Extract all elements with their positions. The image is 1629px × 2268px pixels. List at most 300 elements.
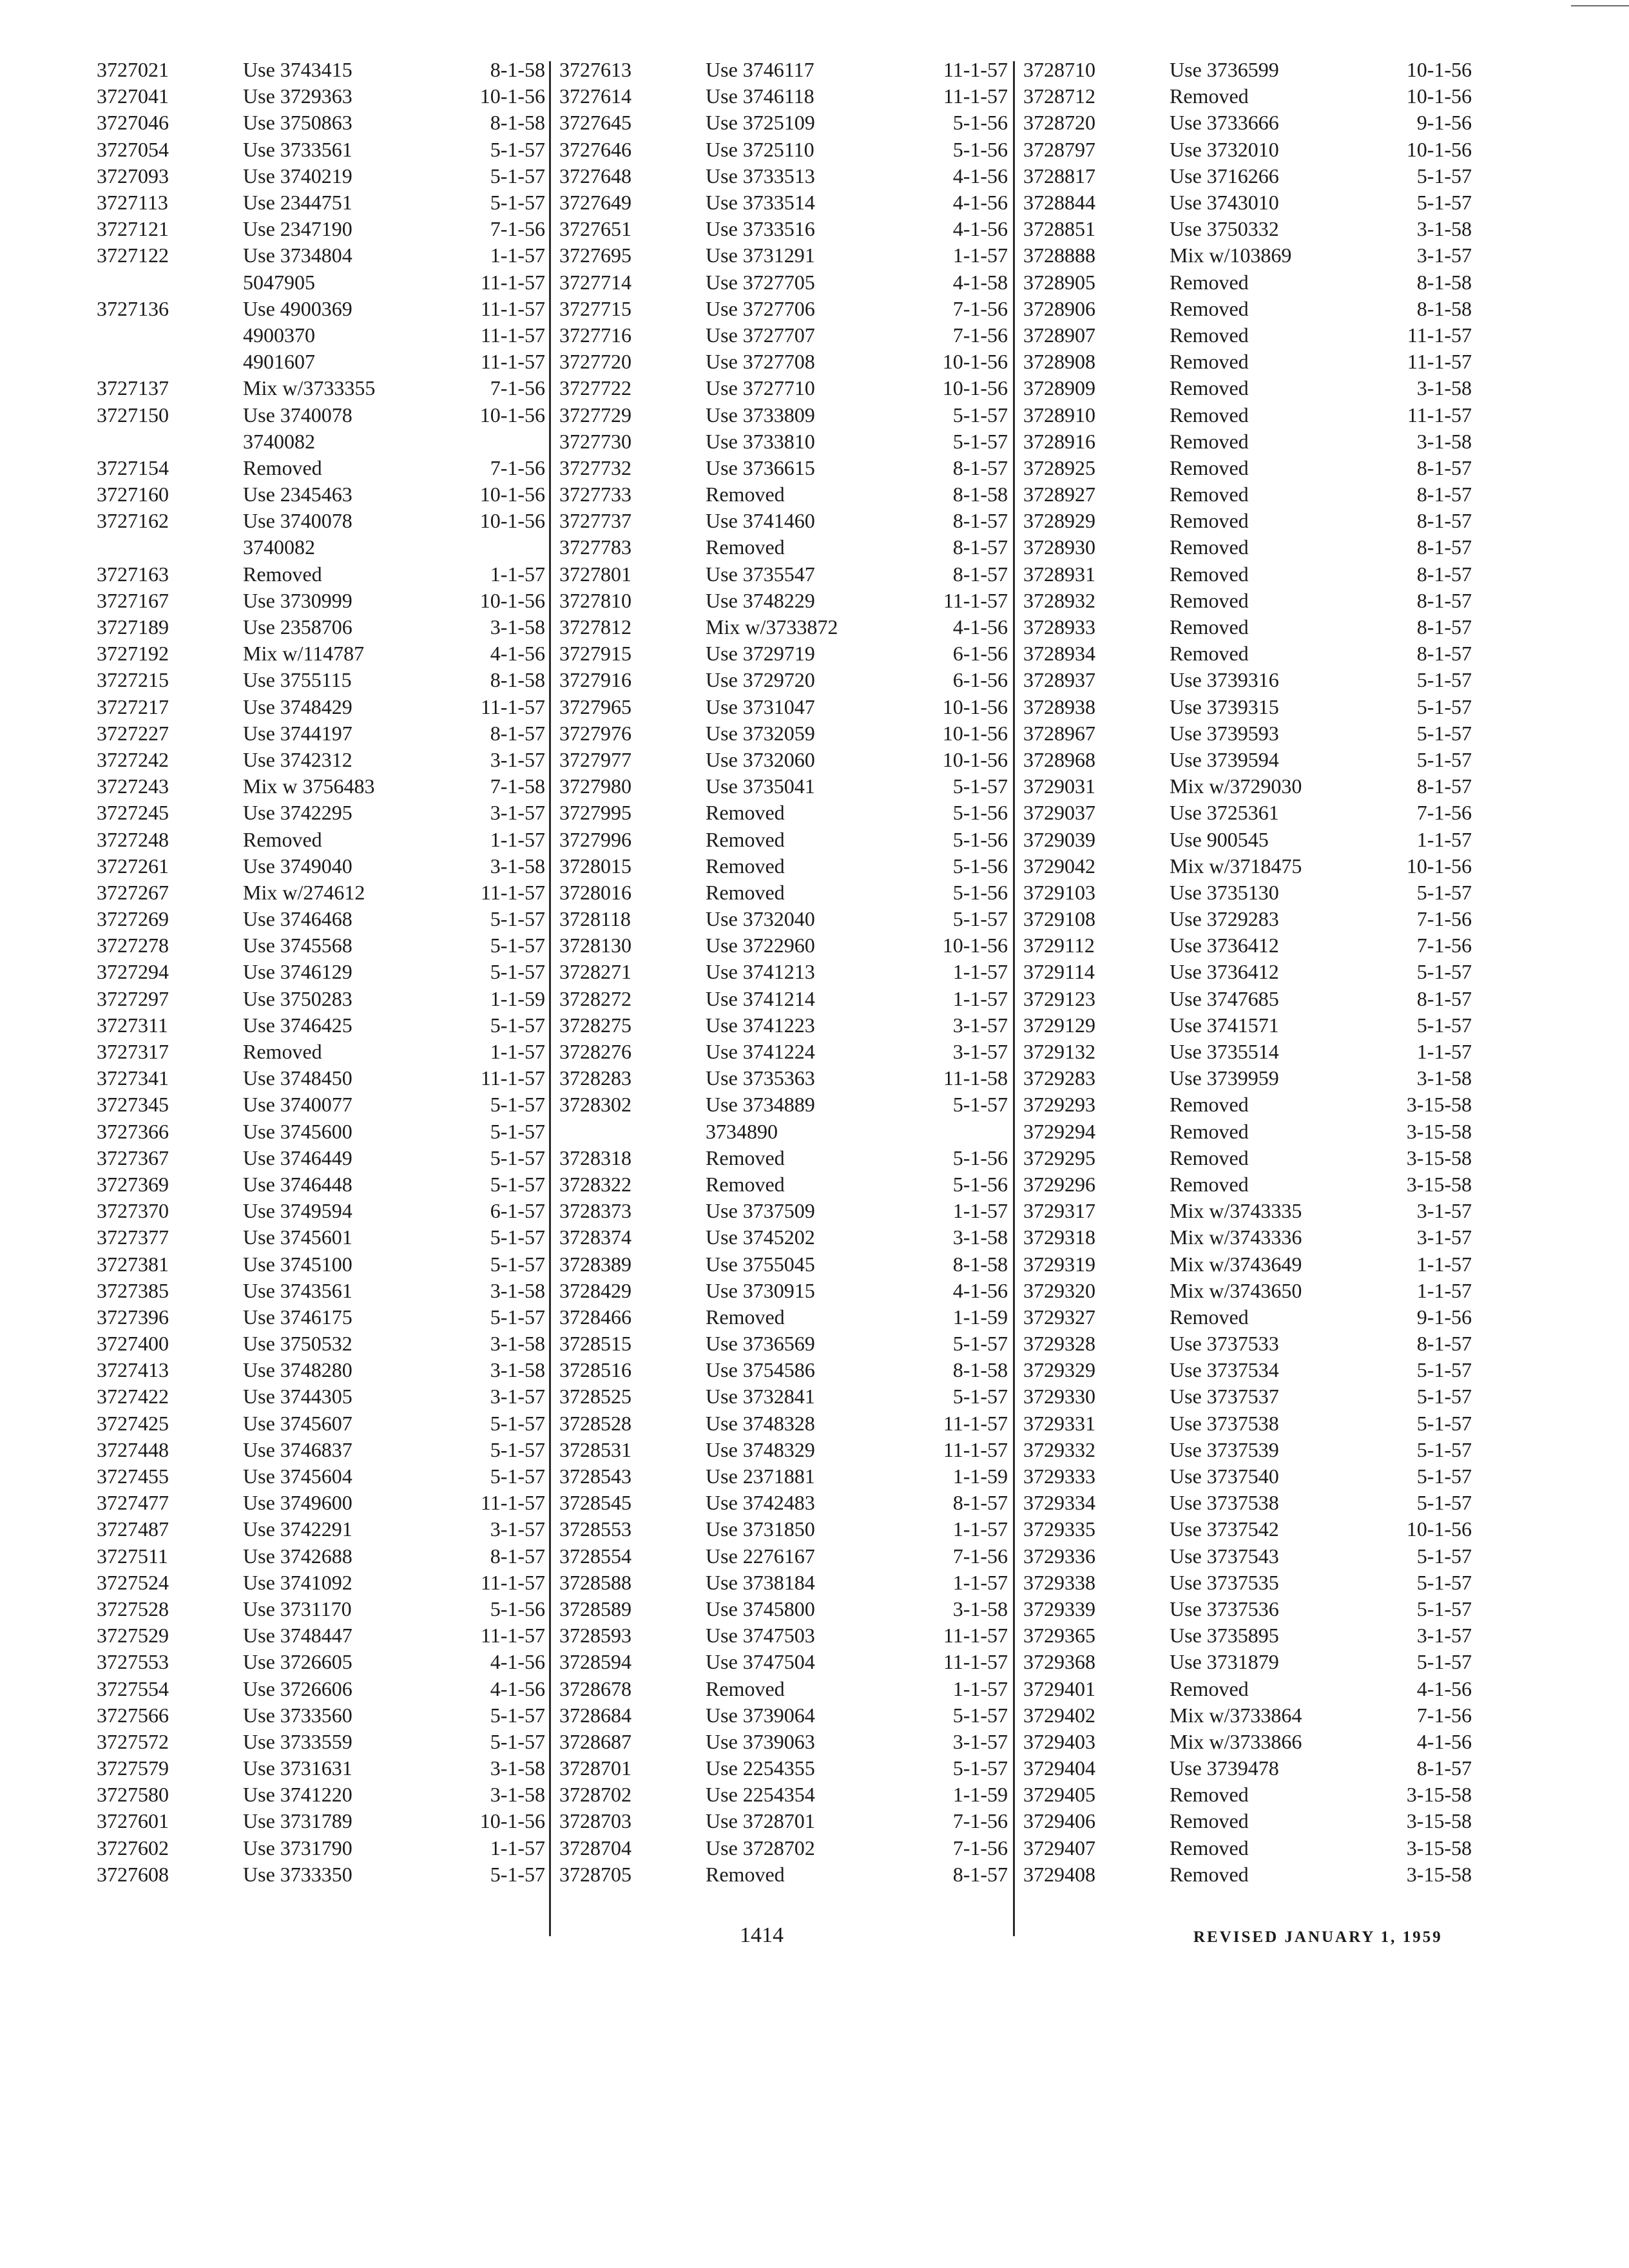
table-row bbox=[1023, 83, 1474, 110]
table-row bbox=[559, 1171, 1010, 1198]
table-row bbox=[1023, 800, 1474, 826]
part-number: 3727137 bbox=[97, 376, 169, 400]
action-text: Use 3750532 bbox=[243, 1332, 352, 1356]
table-row bbox=[559, 773, 1010, 800]
effective-date: 3-15-58 bbox=[1406, 1119, 1472, 1143]
part-number: 3727046 bbox=[97, 111, 169, 135]
effective-date: 5-1-57 bbox=[490, 164, 545, 187]
part-number: 3727150 bbox=[97, 403, 169, 427]
part-number: 3727400 bbox=[97, 1332, 169, 1356]
action-text: Mix w/274612 bbox=[243, 880, 365, 904]
table-row bbox=[559, 1649, 1010, 1675]
part-number: 3727737 bbox=[559, 509, 631, 533]
effective-date: 11-1-57 bbox=[480, 880, 545, 904]
part-number: 3729327 bbox=[1023, 1305, 1095, 1329]
part-number: 3727294 bbox=[97, 960, 169, 984]
part-number: 3729406 bbox=[1023, 1809, 1095, 1833]
table-row bbox=[97, 1251, 548, 1277]
action-text: Use 3716266 bbox=[1170, 164, 1279, 187]
effective-date: 1-1-57 bbox=[952, 1677, 1008, 1700]
part-number: 3728272 bbox=[559, 986, 631, 1010]
table-row bbox=[1023, 428, 1474, 455]
action-text: Use 3748328 bbox=[706, 1411, 815, 1435]
part-number: 3728937 bbox=[1023, 668, 1095, 692]
effective-date: 11-1-57 bbox=[943, 1650, 1008, 1674]
effective-date: 8-1-57 bbox=[1416, 1332, 1472, 1356]
table-row bbox=[1023, 1808, 1474, 1834]
action-text: Use 3733514 bbox=[706, 191, 815, 215]
action-text: Use 3725110 bbox=[706, 137, 815, 161]
table-row bbox=[559, 1357, 1010, 1383]
part-number: 3727554 bbox=[97, 1677, 169, 1700]
table-row bbox=[1023, 1516, 1474, 1542]
table-row bbox=[97, 1171, 548, 1198]
part-number: 3728704 bbox=[559, 1836, 631, 1860]
table-row bbox=[97, 1543, 548, 1570]
action-text: Use 3739594 bbox=[1170, 747, 1279, 771]
effective-date: 7-1-56 bbox=[952, 1809, 1008, 1833]
part-number: 3727385 bbox=[97, 1278, 169, 1302]
table-row bbox=[1023, 1675, 1474, 1702]
part-number: 3727801 bbox=[559, 562, 631, 586]
table-row bbox=[559, 1808, 1010, 1834]
part-number: 3729031 bbox=[1023, 774, 1095, 798]
column-1 bbox=[97, 57, 548, 1888]
table-row bbox=[97, 588, 548, 614]
table-row bbox=[1023, 1171, 1474, 1198]
table-row bbox=[1023, 349, 1474, 375]
part-number: 3728516 bbox=[559, 1358, 631, 1382]
effective-date: 4-1-56 bbox=[490, 642, 545, 666]
action-text: Removed bbox=[706, 880, 785, 904]
action-text: Use 3741092 bbox=[243, 1570, 352, 1594]
part-number: 3728888 bbox=[1023, 244, 1095, 267]
part-number: 3727566 bbox=[97, 1703, 169, 1727]
table-row bbox=[97, 1729, 548, 1755]
effective-date: 3-15-58 bbox=[1406, 1862, 1472, 1886]
part-number: 3729336 bbox=[1023, 1544, 1095, 1568]
effective-date: 10-1-56 bbox=[1406, 58, 1472, 82]
part-number: 3727054 bbox=[97, 137, 169, 161]
effective-date: 4-1-56 bbox=[1416, 1729, 1472, 1753]
part-number: 3727366 bbox=[97, 1119, 169, 1143]
part-number: 3729295 bbox=[1023, 1146, 1095, 1169]
table-row bbox=[1023, 932, 1474, 959]
action-text: Use 3736412 bbox=[1170, 934, 1279, 957]
action-text: Use 2345463 bbox=[243, 483, 352, 506]
table-row bbox=[559, 1145, 1010, 1171]
action-text: Use 3741223 bbox=[706, 1013, 815, 1037]
action-text: Mix w/3733355 bbox=[243, 376, 376, 400]
action-text: Mix w/114787 bbox=[243, 642, 365, 666]
part-number: 3728702 bbox=[559, 1783, 631, 1807]
table-row bbox=[1023, 1065, 1474, 1091]
part-number: 3728910 bbox=[1023, 403, 1095, 427]
part-number: 3728545 bbox=[559, 1491, 631, 1515]
action-text: Use 3746448 bbox=[243, 1172, 352, 1196]
effective-date: 5-1-57 bbox=[1416, 1491, 1472, 1515]
effective-date: 8-1-58 bbox=[952, 1358, 1008, 1382]
table-row bbox=[559, 747, 1010, 773]
part-number: 3727189 bbox=[97, 615, 169, 639]
effective-date: 11-1-57 bbox=[943, 588, 1008, 612]
action-text: Use 3726605 bbox=[243, 1650, 352, 1674]
table-row bbox=[1023, 720, 1474, 747]
action-text: Use 3737533 bbox=[1170, 1332, 1279, 1356]
part-number: 3729408 bbox=[1023, 1862, 1095, 1886]
action-text: Use 2254355 bbox=[706, 1756, 815, 1780]
part-number: 3729407 bbox=[1023, 1836, 1095, 1860]
effective-date: 8-1-58 bbox=[952, 483, 1008, 506]
action-text: Use 3755115 bbox=[243, 668, 352, 692]
table-row bbox=[559, 216, 1010, 242]
table-row bbox=[97, 1410, 548, 1437]
part-number: 3727297 bbox=[97, 986, 169, 1010]
effective-date: 1-1-57 bbox=[952, 1517, 1008, 1541]
table-row bbox=[559, 1331, 1010, 1357]
effective-date: 3-1-58 bbox=[1416, 376, 1472, 400]
effective-date: 5-1-57 bbox=[490, 137, 545, 161]
effective-date: 5-1-56 bbox=[952, 137, 1008, 161]
effective-date: 3-1-57 bbox=[952, 1013, 1008, 1037]
table-row bbox=[97, 1622, 548, 1649]
effective-date: 11-1-57 bbox=[480, 1624, 545, 1648]
effective-date: 11-1-57 bbox=[480, 296, 545, 320]
effective-date: 4-1-56 bbox=[952, 217, 1008, 241]
effective-date: 8-1-57 bbox=[1416, 562, 1472, 586]
action-text: Mix w/3743335 bbox=[1170, 1199, 1302, 1223]
table-row bbox=[97, 1091, 548, 1118]
part-number: 3727192 bbox=[97, 642, 169, 666]
action-text: Removed bbox=[1170, 270, 1249, 294]
action-text: Use 3741224 bbox=[706, 1040, 815, 1064]
action-text: Use 3730999 bbox=[243, 588, 352, 612]
effective-date: 3-15-58 bbox=[1406, 1146, 1472, 1169]
action-text: Use 3737534 bbox=[1170, 1358, 1279, 1382]
action-text: Use 3735547 bbox=[706, 562, 815, 586]
part-number: 3728701 bbox=[559, 1756, 631, 1780]
effective-date: 11-1-57 bbox=[943, 1411, 1008, 1435]
part-number: 3728588 bbox=[559, 1570, 631, 1594]
table-row bbox=[97, 349, 548, 375]
table-row bbox=[1023, 561, 1474, 588]
effective-date: 5-1-57 bbox=[1416, 960, 1472, 984]
table-row bbox=[1023, 401, 1474, 428]
effective-date: 5-1-56 bbox=[952, 801, 1008, 825]
table-row bbox=[1023, 747, 1474, 773]
part-number: 3728916 bbox=[1023, 429, 1095, 453]
table-row bbox=[559, 1463, 1010, 1490]
table-row bbox=[559, 906, 1010, 932]
effective-date: 5-1-57 bbox=[1416, 1437, 1472, 1461]
part-number: 3728594 bbox=[559, 1650, 631, 1674]
effective-date: 3-1-58 bbox=[490, 854, 545, 878]
table-row bbox=[97, 137, 548, 163]
action-text: Removed bbox=[706, 854, 785, 878]
action-text: Use 3742295 bbox=[243, 801, 352, 825]
part-number: 3727720 bbox=[559, 350, 631, 374]
table-row bbox=[559, 322, 1010, 349]
part-number: 3729283 bbox=[1023, 1066, 1095, 1090]
effective-date: 1-1-57 bbox=[490, 827, 545, 851]
effective-date: 8-1-58 bbox=[1416, 296, 1472, 320]
effective-date: 3-15-58 bbox=[1406, 1836, 1472, 1860]
action-text: Use 3742291 bbox=[243, 1517, 352, 1541]
table-row bbox=[1023, 1782, 1474, 1808]
table-row bbox=[559, 1410, 1010, 1437]
part-number: 3728720 bbox=[1023, 111, 1095, 135]
action-text: Mix w/3733866 bbox=[1170, 1729, 1302, 1753]
table-row bbox=[97, 879, 548, 906]
table-row bbox=[559, 1782, 1010, 1808]
part-number: 3727812 bbox=[559, 615, 631, 639]
action-text: Removed bbox=[1170, 456, 1249, 479]
action-text: 3734890 bbox=[706, 1119, 778, 1143]
part-number: 3727162 bbox=[97, 509, 169, 533]
part-number: 3728684 bbox=[559, 1703, 631, 1727]
action-text: Use 3746118 bbox=[706, 84, 815, 108]
table-row bbox=[97, 508, 548, 534]
action-text: Mix w/3718475 bbox=[1170, 854, 1302, 878]
table-row bbox=[559, 1490, 1010, 1516]
effective-date: 10-1-56 bbox=[479, 1809, 545, 1833]
part-number: 3727278 bbox=[97, 934, 169, 957]
effective-date: 5-1-56 bbox=[490, 1597, 545, 1620]
effective-date: 8-1-57 bbox=[490, 721, 545, 745]
effective-date: 3-1-58 bbox=[490, 1756, 545, 1780]
part-number: 3727714 bbox=[559, 270, 631, 294]
table-row bbox=[559, 986, 1010, 1012]
part-number: 3727715 bbox=[559, 296, 631, 320]
action-text: Use 2358706 bbox=[243, 615, 352, 639]
part-number: 3727810 bbox=[559, 588, 631, 612]
action-text: Use 3739315 bbox=[1170, 695, 1279, 718]
column-divider bbox=[1013, 61, 1015, 1936]
table-row bbox=[97, 1808, 548, 1834]
table-row bbox=[559, 588, 1010, 614]
action-text: Use 3745601 bbox=[243, 1225, 352, 1249]
effective-date: 1-1-57 bbox=[1416, 1252, 1472, 1276]
table-row bbox=[559, 1729, 1010, 1755]
effective-date: 11-1-57 bbox=[480, 1570, 545, 1594]
action-text: Use 3731047 bbox=[706, 695, 815, 718]
effective-date: 5-1-56 bbox=[952, 111, 1008, 135]
effective-date: 10-1-56 bbox=[1406, 84, 1472, 108]
effective-date: 8-1-58 bbox=[490, 111, 545, 135]
table-row bbox=[97, 57, 548, 83]
table-row bbox=[559, 800, 1010, 826]
part-number: 3727695 bbox=[559, 244, 631, 267]
part-number: 3729328 bbox=[1023, 1332, 1095, 1356]
table-row bbox=[1023, 1357, 1474, 1383]
table-row bbox=[1023, 1570, 1474, 1596]
table-row bbox=[559, 1835, 1010, 1861]
effective-date: 7-1-56 bbox=[490, 376, 545, 400]
action-text: Use 3740219 bbox=[243, 164, 352, 187]
action-text: Removed bbox=[1170, 1093, 1249, 1117]
table-row bbox=[559, 1198, 1010, 1224]
effective-date: 11-1-57 bbox=[943, 1624, 1008, 1648]
table-row bbox=[97, 1649, 548, 1675]
action-text: Use 3728702 bbox=[706, 1836, 815, 1860]
part-number: 3729317 bbox=[1023, 1199, 1095, 1223]
effective-date: 6-1-57 bbox=[490, 1199, 545, 1223]
action-text: Use 3737537 bbox=[1170, 1385, 1279, 1408]
action-text: Use 3740077 bbox=[243, 1093, 352, 1117]
effective-date: 7-1-56 bbox=[952, 296, 1008, 320]
action-text: Removed bbox=[1170, 84, 1249, 108]
effective-date: 3-1-58 bbox=[1416, 217, 1472, 241]
part-number: 3728593 bbox=[559, 1624, 631, 1648]
table-row bbox=[1023, 667, 1474, 693]
part-number: 3727996 bbox=[559, 827, 631, 851]
table-row bbox=[1023, 1463, 1474, 1490]
effective-date: 5-1-57 bbox=[1416, 1411, 1472, 1435]
action-text: Use 3733350 bbox=[243, 1862, 352, 1886]
action-text: Use 3737535 bbox=[1170, 1570, 1279, 1594]
effective-date: 5-1-57 bbox=[1416, 164, 1472, 187]
table-row bbox=[97, 853, 548, 879]
action-text: Removed bbox=[1170, 1809, 1249, 1833]
table-row bbox=[97, 401, 548, 428]
part-number: 3727477 bbox=[97, 1491, 169, 1515]
part-number: 3727448 bbox=[97, 1437, 169, 1461]
part-number: 3727422 bbox=[97, 1385, 169, 1408]
action-text: Removed bbox=[243, 1040, 322, 1064]
effective-date: 3-15-58 bbox=[1406, 1809, 1472, 1833]
table-row bbox=[559, 959, 1010, 985]
effective-date: 3-1-58 bbox=[1416, 429, 1472, 453]
action-text: Use 3743415 bbox=[243, 58, 352, 82]
effective-date: 3-1-57 bbox=[1416, 244, 1472, 267]
part-number: 3728908 bbox=[1023, 350, 1095, 374]
action-text: Use 3728701 bbox=[706, 1809, 815, 1833]
effective-date: 3-15-58 bbox=[1406, 1093, 1472, 1117]
table-row bbox=[1023, 57, 1474, 83]
effective-date: 1-1-59 bbox=[952, 1305, 1008, 1329]
action-text: Use 2347190 bbox=[243, 217, 352, 241]
action-text: Use 3746449 bbox=[243, 1146, 352, 1169]
action-text: Use 3744197 bbox=[243, 721, 352, 745]
effective-date: 3-1-58 bbox=[490, 1358, 545, 1382]
part-number: 3727396 bbox=[97, 1305, 169, 1329]
table-row bbox=[1023, 375, 1474, 401]
part-number: 3729042 bbox=[1023, 854, 1095, 878]
table-row bbox=[1023, 455, 1474, 481]
action-text: Use 3727706 bbox=[706, 296, 815, 320]
effective-date: 5-1-57 bbox=[1416, 1358, 1472, 1382]
table-row bbox=[97, 1065, 548, 1091]
action-text: Removed bbox=[706, 827, 785, 851]
table-row bbox=[97, 747, 548, 773]
part-number: 3727651 bbox=[559, 217, 631, 241]
action-text: Use 3747504 bbox=[706, 1650, 815, 1674]
part-number: 3728466 bbox=[559, 1305, 631, 1329]
table-row bbox=[1023, 1145, 1474, 1171]
effective-date: 5-1-57 bbox=[1416, 1544, 1472, 1568]
action-text: Use 3749600 bbox=[243, 1491, 352, 1515]
table-row bbox=[1023, 1119, 1474, 1145]
part-number: 3729330 bbox=[1023, 1385, 1095, 1408]
action-text: Removed bbox=[1170, 1305, 1249, 1329]
table-row bbox=[559, 694, 1010, 720]
effective-date: 8-1-57 bbox=[1416, 588, 1472, 612]
table-row bbox=[559, 189, 1010, 216]
action-text: 3740082 bbox=[243, 535, 315, 559]
action-text: Use 3735363 bbox=[706, 1066, 815, 1090]
table-row bbox=[559, 1437, 1010, 1463]
effective-date: 10-1-56 bbox=[479, 483, 545, 506]
part-number: 3728283 bbox=[559, 1066, 631, 1090]
action-text: Use 3741214 bbox=[706, 986, 815, 1010]
part-number: 3728118 bbox=[559, 907, 631, 931]
table-row bbox=[97, 455, 548, 481]
effective-date: 4-1-56 bbox=[490, 1677, 545, 1700]
effective-date: 9-1-56 bbox=[1416, 111, 1472, 135]
action-text: Use 3733513 bbox=[706, 164, 815, 187]
part-number: 3728817 bbox=[1023, 164, 1095, 187]
action-text: Removed bbox=[1170, 1783, 1249, 1807]
table-row bbox=[97, 1437, 548, 1463]
part-number: 3729368 bbox=[1023, 1650, 1095, 1674]
action-text: Use 2344751 bbox=[243, 191, 352, 215]
table-row bbox=[559, 1383, 1010, 1410]
effective-date: 4-1-56 bbox=[1416, 1677, 1472, 1700]
part-number: 3728016 bbox=[559, 880, 631, 904]
table-row bbox=[559, 720, 1010, 747]
table-row bbox=[559, 1012, 1010, 1039]
action-text: Use 3747685 bbox=[1170, 986, 1279, 1010]
action-text: Use 3733666 bbox=[1170, 111, 1279, 135]
action-text: Removed bbox=[1170, 1862, 1249, 1886]
effective-date: 11-1-57 bbox=[943, 1437, 1008, 1461]
effective-date: 3-1-58 bbox=[490, 615, 545, 639]
action-text: Removed bbox=[1170, 509, 1249, 533]
effective-date: 5-1-57 bbox=[490, 1013, 545, 1037]
part-number: 3727572 bbox=[97, 1729, 169, 1753]
table-row bbox=[1023, 1224, 1474, 1251]
effective-date: 8-1-57 bbox=[952, 535, 1008, 559]
effective-date: 5-1-57 bbox=[952, 403, 1008, 427]
effective-date: 11-1-57 bbox=[480, 1491, 545, 1515]
effective-date: 3-1-57 bbox=[952, 1040, 1008, 1064]
table-row bbox=[1023, 1835, 1474, 1861]
part-number: 3727243 bbox=[97, 774, 169, 798]
action-text: Use 3739316 bbox=[1170, 668, 1279, 692]
effective-date: 1-1-57 bbox=[952, 244, 1008, 267]
column-2 bbox=[559, 57, 1010, 1888]
effective-date: 5-1-57 bbox=[1416, 1650, 1472, 1674]
effective-date: 10-1-56 bbox=[942, 376, 1008, 400]
table-row bbox=[1023, 1251, 1474, 1277]
table-row bbox=[1023, 879, 1474, 906]
action-text: Use 3732040 bbox=[706, 907, 815, 931]
table-row bbox=[559, 508, 1010, 534]
part-number: 3729402 bbox=[1023, 1703, 1095, 1727]
action-text: Use 3746129 bbox=[243, 960, 352, 984]
revision-note: REVISED JANUARY 1, 1959 bbox=[1193, 1928, 1443, 1946]
part-number: 3727716 bbox=[559, 323, 631, 347]
part-number: 3727602 bbox=[97, 1836, 169, 1860]
table-row bbox=[559, 296, 1010, 322]
part-number: 3727613 bbox=[559, 58, 631, 82]
effective-date: 8-1-57 bbox=[1416, 535, 1472, 559]
effective-date: 3-1-57 bbox=[1416, 1199, 1472, 1223]
part-number: 3728710 bbox=[1023, 58, 1095, 82]
effective-date: 5-1-57 bbox=[490, 1172, 545, 1196]
part-number: 3727553 bbox=[97, 1650, 169, 1674]
action-text: Removed bbox=[1170, 429, 1249, 453]
